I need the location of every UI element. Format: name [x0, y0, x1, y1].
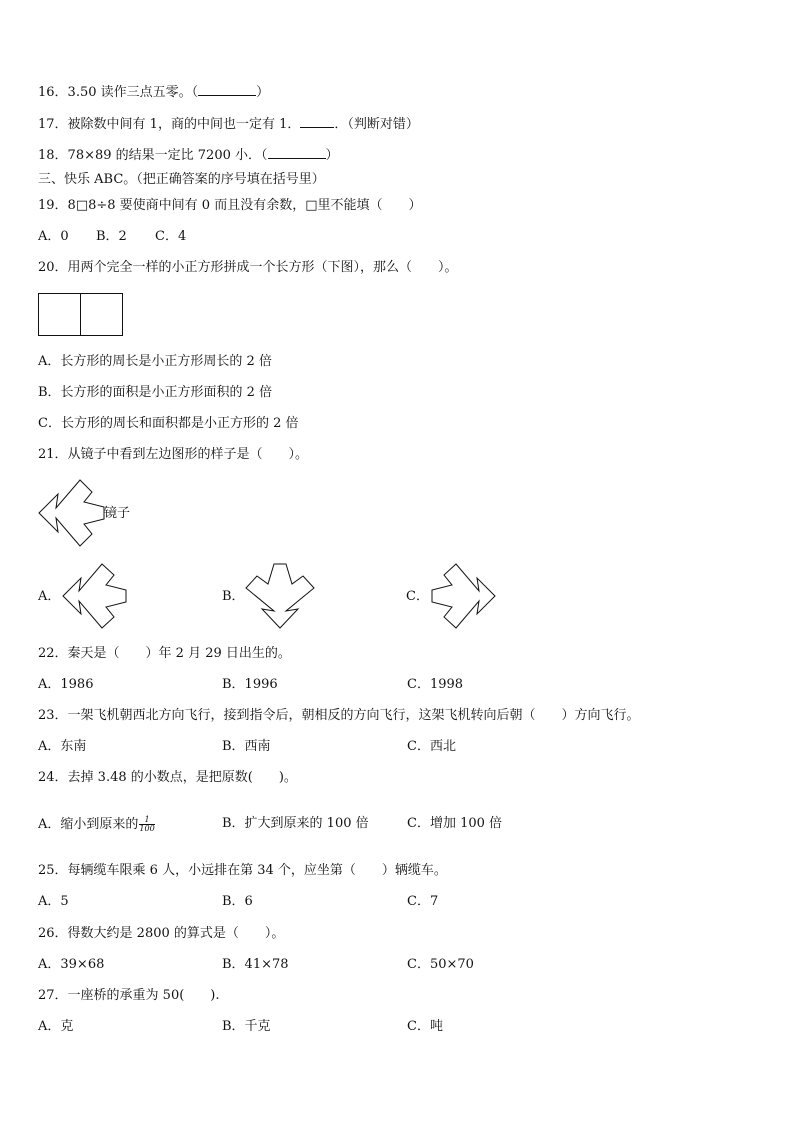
option-a[interactable]: A．克 [38, 1019, 74, 1034]
two-squares-rectangle-figure [38, 293, 124, 337]
original-shape-figure [36, 478, 108, 548]
section-heading: 三、快乐 ABC。（把正确答案的序号填在括号里） [38, 172, 325, 187]
option-a[interactable]: A．0 [38, 229, 69, 244]
question-16 [38, 83, 269, 101]
option-a-shape[interactable] [60, 562, 130, 630]
question-number: 16． [38, 85, 68, 100]
option-b[interactable]: B． [222, 589, 245, 604]
question-text-end: ） [325, 148, 339, 163]
question-21: 21．从镜子中看到左边图形的样子是（ ）。 [38, 447, 309, 462]
option-a[interactable]: A．长方形的周长是小正方形周长的 2 倍 [38, 354, 272, 369]
question-18 [38, 146, 339, 164]
option-a[interactable] [38, 816, 155, 833]
question-22: 22．秦天是（ ）年 2 月 29 日出生的。 [38, 646, 291, 661]
option-c[interactable]: C．50×70 [407, 957, 474, 972]
option-c[interactable]: C．增加 100 倍 [407, 816, 503, 831]
question-19: 19．8□8÷8 要使商中间有 0 而且没有余数，□里不能填（ ） [38, 198, 422, 213]
option-c[interactable]: C．1998 [407, 677, 464, 692]
question-24: 24．去掉 3.48 的小数点，是把原数( )。 [38, 770, 297, 785]
option-a[interactable]: A．东南 [38, 739, 87, 754]
question-25: 25．每辆缆车限乘 6 人，小远排在第 34 个，应坐第（ ）辆缆车。 [38, 863, 447, 878]
question-text: 78×89 的结果一定比 7200 小．（ [67, 148, 268, 163]
option-b[interactable]: B．2 [96, 229, 127, 244]
question-text-end: ．（判断对错） [334, 117, 419, 132]
option-b[interactable]: B．扩大到原来的 100 倍 [222, 816, 369, 831]
mirror-label: 镜子 [104, 506, 131, 521]
question-20: 20．用两个完全一样的小正方形拼成一个长方形（下图），那么（ ）。 [38, 260, 458, 275]
option-c[interactable]: C．7 [407, 894, 439, 909]
option-b[interactable]: B．千克 [222, 1019, 271, 1034]
question-26: 26．得数大约是 2800 的算式是（ ）。 [38, 926, 285, 941]
option-c-shape[interactable] [428, 562, 498, 630]
option-b[interactable]: B．长方形的面积是小正方形面积的 2 倍 [38, 385, 273, 400]
option-b[interactable]: B．6 [222, 894, 253, 909]
question-number: 17． [38, 117, 68, 132]
fraction-numerator: 1 [139, 816, 154, 825]
option-c[interactable]: C．4 [155, 229, 187, 244]
fraction-denominator: 100 [139, 824, 155, 833]
option-a[interactable]: A．1986 [38, 677, 94, 692]
answer-blank[interactable] [198, 83, 256, 96]
option-a[interactable]: A．5 [38, 894, 69, 909]
option-a[interactable]: A． [38, 589, 61, 604]
question-number: 18． [38, 148, 68, 163]
question-27: 27．一座桥的承重为 50( ). [38, 988, 220, 1003]
question-23: 23．一架飞机朝西北方向飞行，接到指令后，朝相反的方向飞行，这架飞机转向后朝（ ）方向飞行。 [38, 708, 640, 723]
option-b[interactable]: B．1996 [222, 677, 278, 692]
option-a[interactable]: A．39×68 [38, 957, 105, 972]
answer-blank[interactable] [268, 146, 326, 159]
question-text-end: ） [256, 85, 270, 100]
option-b[interactable]: B．西南 [222, 739, 271, 754]
option-b[interactable]: B．41×78 [222, 957, 289, 972]
option-c[interactable]: C．长方形的周长和面积都是小正方形的 2 倍 [38, 416, 299, 431]
answer-blank[interactable] [300, 115, 334, 128]
option-c[interactable]: C． [406, 589, 429, 604]
question-text: 3.50 读作三点五零。（ [67, 85, 199, 100]
question-text: 被除数中间有 1，商的中间也一定有 1． [67, 117, 301, 132]
option-b-shape[interactable] [244, 562, 316, 630]
question-17 [38, 115, 419, 133]
option-a-text: A．缩小到原来的 [38, 817, 139, 832]
option-c[interactable]: C．西北 [407, 739, 456, 754]
option-c[interactable]: C．吨 [407, 1019, 443, 1034]
fraction [139, 816, 154, 833]
